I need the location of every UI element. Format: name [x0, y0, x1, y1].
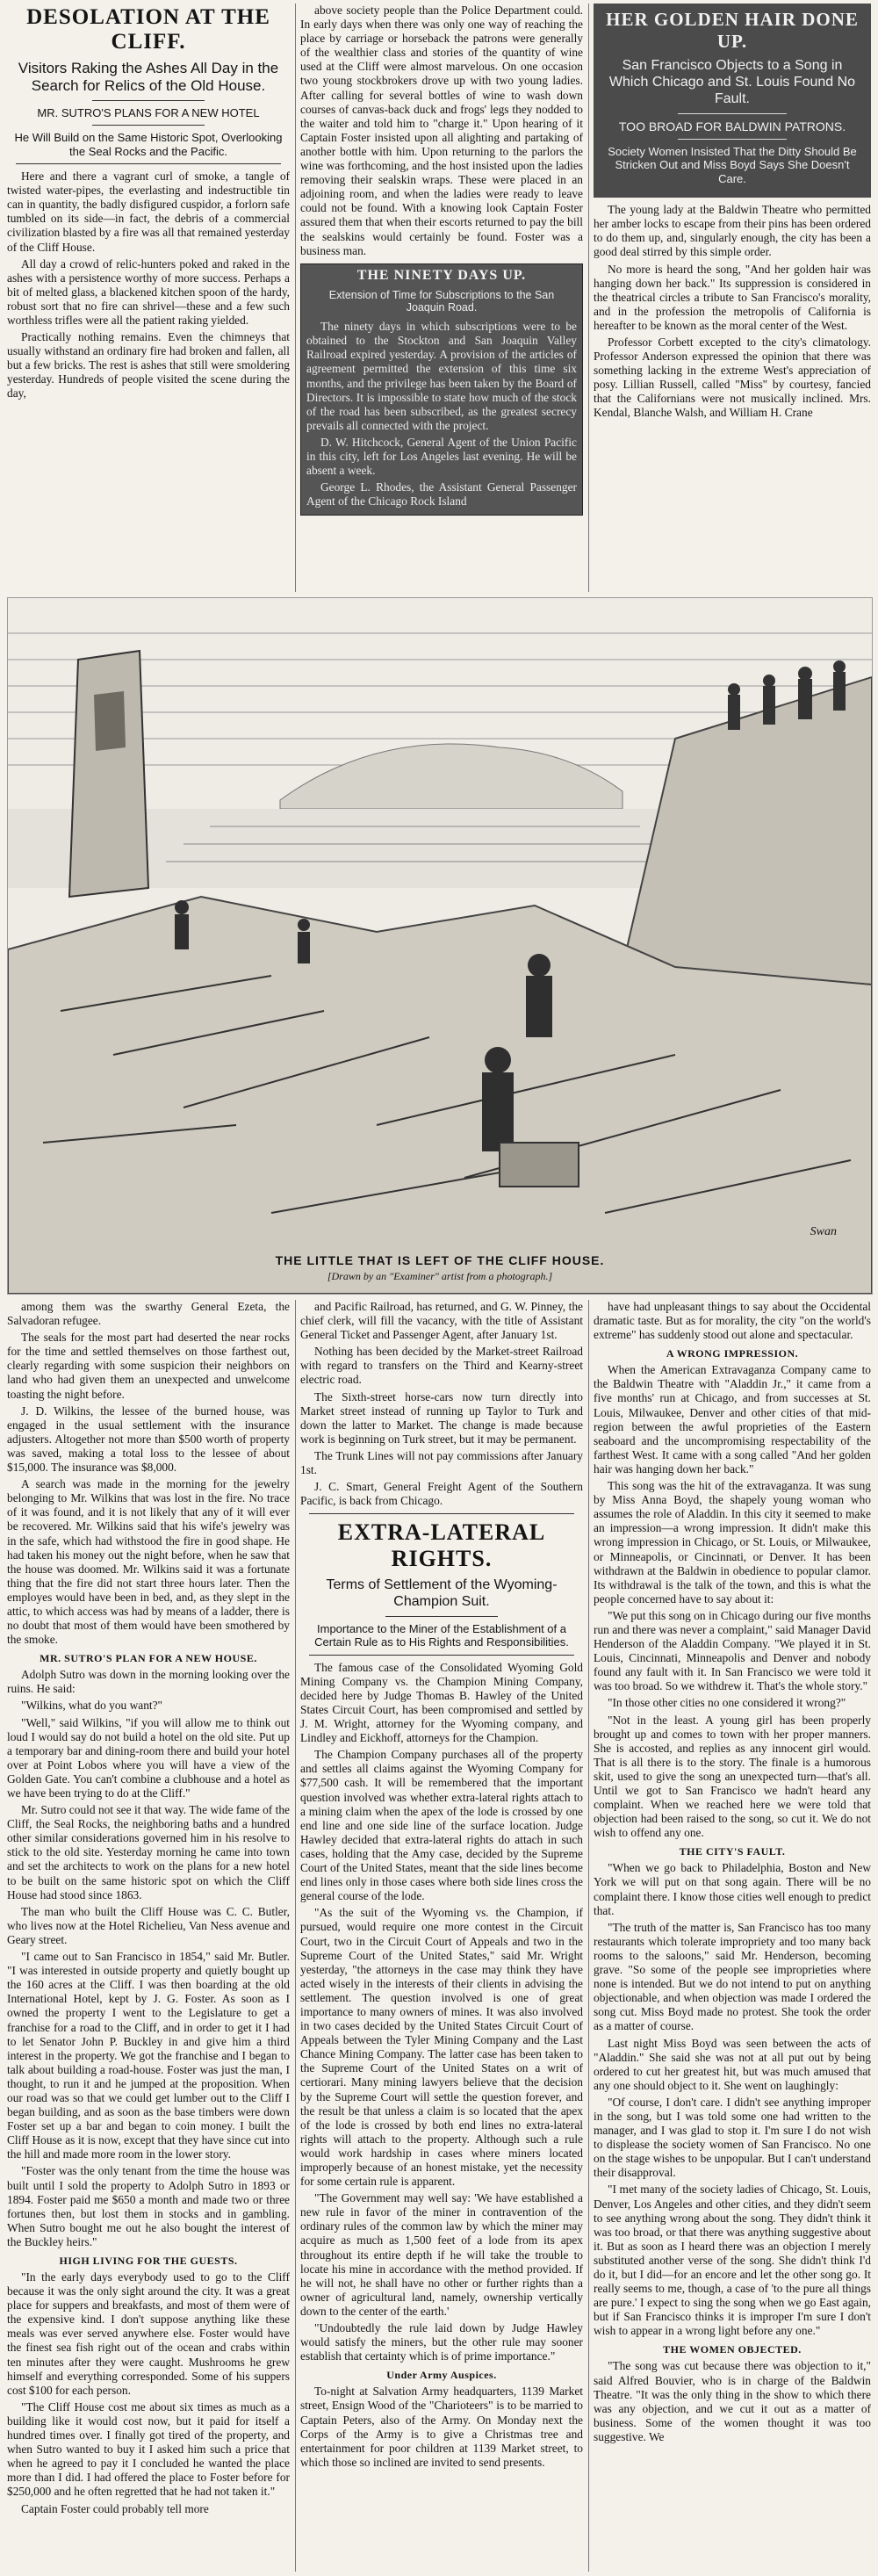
paragraph: "Undoubtedly the rule laid down by Judge Hawley would satisfy the miners, but the other rule may sooner establish that certainty which is of prime importance.": [300, 2321, 583, 2363]
paragraph: Mr. Sutro could not see it that way. The wide fame of the Cliff, the Seal Rocks, the neighboring baths and a hundred other similar considerations governed him in his resolve to stick to the old site. Yesterday morning he came into town and set the architects to work on the plans for a new hotel to be built on the same historic spot on which the Cliff House had stood since 1863.: [7, 1803, 290, 1901]
paragraph: "When we go back to Philadelphia, Boston and New York we will put on that song again. There will be no complaint there. I know those cities well enough to predict that.: [594, 1861, 871, 1917]
column-rule: [295, 4, 296, 592]
paragraph: "Well," said Wilkins, "if you will allow me to think out loud I would say do not build a hotel on the old site. Put up a temporary bar and dining-room there and build your hotel over at Point Lobos where you will have a view of the Golden Gate. You can't combine a clubhouse and a hotel as we have been trying to do at the Cliff.": [7, 1715, 290, 1800]
paragraph: The man who built the Cliff House was C. C. Butler, who lives now at the Hotel Richelieu, Van Ness avenue and Geary street.: [7, 1904, 290, 1946]
paragraph: "I met many of the society ladies of Chicago, St. Louis, Denver, Los Angeles and other cities, and they didn't seem to see anything wrong about the song. They didn't think it was too broad, or that there was anything suggestive about it. But as soon as I heard there was an objection I merely substituted another verse of the song. She didn't think I'd do it, but I did—for an encore and let the other song go. It really seems to me, though, a case of 'to the pure all things are pure.' I expect to sing the song when we go East again, but if San Francisco thinks it is improper I'm sure I don't wish to appear in a wrong light before any one.": [594, 2183, 871, 2338]
paragraph: Here and there a vagrant curl of smoke, a tangle of twisted water-pipes, the everlasting and indestructible tin can in quantity, the badly disfigured cuspidor, a forlorn safe tumbled on its side—in fact, the debris of a commercial civilization blasted by a fire was all that remained yesterday of the Cliff House.: [7, 170, 290, 254]
subhead-army-auspices: Under Army Auspices.: [386, 2369, 497, 2382]
paragraph: "I came out to San Francisco in 1854," said Mr. Butler. "I was interested in outside property and quietly bought up the 160 acres at the Cliff. I was then boarding at the old International Hotel, kept by J. G. Foster. As soon as I owned the property I went to the Legislature to get a franchise for a road to the Cliff, and in order to get it I had to let Senator John P. Buckley in and give him a third interest in the property. We got the franchise and I began to talk about building a road-house. Foster was just the man, I thought, to run it and he jumped at the proposition. When our road was so that we could get lumber out to the Cliff I began building, and as soon as the base timbers were down Foster set up a bar and began to coin money. I built the Cliff House as it is now, except that they have since cut into the hill and made more room in the lower story.: [7, 1950, 290, 2161]
paragraph: The Trunk Lines will not pay commissions after January 1st.: [300, 1448, 583, 1477]
paragraph: "The Cliff House cost me about six times as much as a building like it would cost now, but it paid for itself a hundred times over. I finally got tired of the property, and when Sutro wanted to buy it I asked him such a price that when he agreed to pay it I concluded he wanted the place more than I did. I had offered the place to Foster before for $250,000 and he often regretted that he had not taken it.": [7, 2399, 290, 2499]
divider: [309, 1655, 574, 1656]
illustration-caption: THE LITTLE THAT IS LEFT OF THE CLIFF HOUSE.: [275, 1253, 605, 1267]
paragraph: Nothing has been decided by the Market-street Railroad with regard to transfers on the Third and Kearny-street electric road.: [300, 1345, 583, 1387]
headline-extra-lateral: EXTRA-LATERAL RIGHTS.: [337, 1519, 546, 1572]
column-1-bottom: [7, 1300, 290, 2572]
divider: [678, 113, 786, 114]
paragraph: have had unpleasant things to say about the Occidental dramatic taste. But as for morality, the city "on the world's extreme" has suddenly stood out alone and spectacular.: [594, 1300, 871, 1342]
deck-importance: Importance to the Miner of the Establishment of a Certain Rule as to His Rights and Responsibilities.: [314, 1622, 569, 1649]
paragraph: J. C. Smart, General Freight Agent of the Southern Pacific, is back from Chicago.: [300, 1480, 583, 1508]
deck-san-francisco-objects: San Francisco Objects to a Song in Which Chicago and St. Louis Found No Fault.: [608, 58, 856, 106]
paragraph: among them was the swarthy General Ezeta, the Salvadoran refugee.: [7, 1300, 290, 1328]
deck-new-hotel: He Will Build on the Same Historic Spot, Overlooking the Seal Rocks and the Pacific.: [14, 131, 283, 158]
divider: [92, 125, 205, 126]
paragraph: "The Government may well say: 'We have established a new rule in favor of the miner in contravention of the ordinary rules of the common law by which the miner may acquire as much as 1,500 feet of a lode from its apex throughout its entire depth if he will take the trouble to locate his mine in accordance with the method provided. If he will not, he shall have no other or further rights than a owner of agricultural land, namely, ownership vertically down to the center of the earth.': [300, 2191, 583, 2318]
paragraph: Practically nothing remains. Even the chimneys that usually withstand an ordinary fire had broken and fallen, all but a few bricks. The rest is ashes that still were smoldering yesterday. Hundreds of people visited the scene during the day,: [7, 330, 290, 400]
deck-society-women: Society Women Insisted That the Ditty Should Be Stricken Out and Miss Boyd Says She Doesn't Care.: [608, 145, 857, 185]
column-rule: [588, 1300, 589, 2572]
paragraph: "As the suit of the Wyoming vs. the Champion, if pursued, would require one more contest in the Circuit Court, two in the Circuit Court of Appeals and two in the Supreme Court of the United States," said Mr. Wright yesterday, "the attorneys in the case may think they have acted wisely in the interests of their clients in advising the settlement. The question involved is one of great importance to many owners of mines. It was also involved in two cases decided by the United States Circuit Court of Appeals between the Tyler Mining Company and the Last Chance Mining Company. The latter case has been taken to the Supreme Court of the United States on a writ of certiorari. Many mining lawyers believe that the decision by the Supreme Court will settle the question forever, and the result be that unless a claim is so located that the apex of the lode is crossed by both end lines no extra-lateral rights will attach to the property. Although such a rule would work hardship in cases where miners located improperly because of an honest mistake, yet the necessity for some certain rule is apparent.: [300, 1906, 583, 2189]
paragraph: "We put this song on in Chicago during our five months run and there was never a complaint," said Manager David Henderson of the Aladdin Company. "We played it in St. Louis, Cincinnati, Minneapolis and Denver and nobody found any fault with it. In San Francisco we were told it was too broad. So we withdrew it. That's the whole story.": [594, 1608, 871, 1693]
column-2-bottom: [300, 1300, 583, 2572]
paragraph: "The song was cut because there was objection to it," said Alfred Bouvier, who is in charge of the Baldwin Theatre. "It was the only thing in the show to which there was any objection, and we cut it out as a matter of business. Some of the women thought it was too suggestive. We: [594, 2359, 871, 2443]
paragraph: The ninety days in which subscriptions were to be obtained to the Stockton and San Joaquin Valley Railroad expired yesterday. A provision of the articles of agreement permitted the extension of this time six months, and the privilege has been taken by the Board of Directors. It is impossible to state how much of the stock of the road has been subscribed, as the greatest secrecy prevails all connected with the project.: [306, 320, 577, 432]
paragraph: The Champion Company purchases all of the property and settles all claims against the Wyoming Company for $77,500 cash. It will be remembered that the important question involved was whether extra-lateral rights attach to a mining claim when the apex of the lode is crossed by one end line and one side line of the surface location. Judge Hawley decided that extra-lateral rights do attach in such cases, holding that the Amy case, decided by the Supreme Court of the United States, meant that the side lines become end lines only in those cases where both side lines cross the general course of the lode.: [300, 1748, 583, 1903]
artist-signature: Swan: [810, 1225, 837, 1238]
paragraph: "Not in the least. A young girl has been properly brought up and comes to town with her proper manners. She is accosted, and replies as any innocent girl would. That is all there is to the story. The finale is a humorous skit, used to give the song an unexpected turn—that's all. Until we got to San Francisco we hadn't heard any complaint. When we reached here we were told that objection had been raised to the song, so cut it. We do not wish to offend any one.: [594, 1713, 871, 1840]
divider: [385, 1616, 499, 1617]
deck-too-broad: TOO BROAD FOR BALDWIN PATRONS.: [618, 119, 846, 133]
paragraph: "Foster was the only tenant from the time the house was built until I sold the property to Adolph Sutro in 1893 or 1894. Foster paid me $650 a month and made two or three fortunes then, but lost them in stocks and in gambling. When Sutro bought me out he also bought the interest of the Buckley heirs.": [7, 2164, 290, 2248]
column-3-top: [594, 4, 871, 592]
subhead-citys-fault: THE CITY'S FAULT.: [679, 1845, 786, 1858]
paragraph: When the American Extravaganza Company came to the Baldwin Theatre with "Aladdin Jr.," it came from a five months' run at Chicago, and from successes at St. Louis, Milwaukee, Denver and other cities of that mid-region between the awful proprieties of the Eastern seaboard and the uncompromising respectability of the farthest West. It came with a song called "And her golden hair was hanging down her back.": [594, 1363, 871, 1476]
paragraph: The Sixth-street horse-cars now turn directly into Market street instead of running up Taylor to Turk and down the latter to Market. The change is made because work is beginning on Turk street, but it may be permanent.: [300, 1389, 583, 1446]
divider: [16, 163, 281, 164]
headline-ninety-days: THE NINETY DAYS UP.: [356, 267, 527, 283]
column-3-bottom: [594, 1300, 871, 2572]
deck-visitors: Visitors Raking the Ashes All Day in the Search for Relics of the Old House.: [18, 60, 279, 95]
divider: [678, 139, 786, 140]
ruins-drawing: [8, 598, 872, 1294]
subhead-wrong-impression: A WRONG IMPRESSION.: [666, 1347, 799, 1360]
deck-wyoming-champion: Terms of Settlement of the Wyoming-Champion Suit.: [326, 1577, 558, 1610]
box-ninety-days: [300, 263, 583, 516]
paragraph: "The truth of the matter is, San Francisco has too many restaurants which tolerate impropriety and too many back rooms to the saloons," said Mr. Henderson, becoming grave. "So some of the people see improprieties where none is intended. But we do not intend to put on anything objectionable, and when objection was made I ordered the song cut. Miss Boyd made no protest. She took the order as a matter of course.: [594, 1920, 871, 2033]
headline-desolation: DESOLATION AT THE CLIFF.: [26, 5, 270, 54]
deck-san-joaquin: Extension of Time for Subscriptions to the San Joaquin Road.: [328, 288, 555, 314]
paragraph: The young lady at the Baldwin Theatre who permitted her amber locks to escape from their pins has been ordered to do them up, and, singularly enough, the city has been a good deal stirred by this simple order.: [594, 203, 871, 259]
paragraph: "Of course, I don't care. I didn't see anything improper in the song, but I was told some one had written to the manager, and I was glad to stop it. I'm sure I do not wish to displease the society women of San Francisco. No one on the stage wishes to be unpopular. But I can't understand their disapproval.: [594, 2095, 871, 2180]
headline-box-golden-hair: [594, 4, 871, 198]
paragraph: "Wilkins, what do you want?": [21, 1699, 163, 1713]
paragraph: A search was made in the morning for the jewelry belonging to Mr. Wilkins that was lost in the fire. No trace of it was found, and it is not likely that any of it will ever be recovered. Mr. Wilkins said that his wife's jewelry was in the safe, which had withstood the fire in good shape. He had taken his money out the night before, when he saw that the house was doomed. Mr. Wilkins said it was a fortunate thing that the fire did not start three hours later. Then the employes would have been in bed, and, as they slept in the attic, to which access was had by means of a ladder, there is no doubt that most of them would have been smothered by the smoke.: [7, 1477, 290, 1647]
paragraph: Last night Miss Boyd was seen between the acts of "Aladdin." She said she was not at all put out by being ordered to cut her greatest hit, but was much amused that any one should object to it. She went on laughingly:: [594, 2036, 871, 2092]
paragraph: J. D. Wilkins, the lessee of the burned house, was engaged in the usual settlement with the insurance adjusters. Altogether not more than $500 worth of property was saved, making a total loss to the lessee of about $15,000. The insurance was $8,000.: [7, 1403, 290, 1475]
paragraph: The famous case of the Consolidated Wyoming Gold Mining Company vs. the Champion Mining Company, decided here by Judge Thomas B. Hawley of the United States Circuit Court, has been compromised and settled by J. M. Wright, attorney for the Wyoming company, and Lindley and Eickhoff, attorneys for the Champion.: [300, 1660, 583, 1745]
subhead-women-objected: THE WOMEN OBJECTED.: [663, 2343, 802, 2356]
paragraph: and Pacific Railroad, has returned, and G. W. Pinney, the chief clerk, will fill the vacancy, with the title of Assistant General Ticket and Passenger Agent, after January 1st.: [300, 1300, 583, 1342]
paragraph: To-night at Salvation Army headquarters, 1139 Market street, Ensign Wood of the "Charioteers" is to be married to Captain Peters, also of the Army. On Monday next the Corps of the Army is to give a Christmas tree and entertainment for poor children at 1139 Market street, to which those so inclined are invited to send presents.: [300, 2385, 583, 2469]
paragraph: No more is heard the song, "And her golden hair was hanging down her back." Its suppression is considered in the theatrical circles a tribute to San Francisco's morality, and in the profession the metropolis of California is hereafter to be known as the moral center of the West.: [594, 262, 871, 332]
column-1-top: [7, 4, 290, 592]
subhead-sutro-plan: MR. SUTRO'S PLAN FOR A NEW HOUSE.: [40, 1652, 257, 1665]
column-2-top: [300, 4, 583, 592]
paragraph: "In the early days everybody used to go to the Cliff because it was the only sight around the city. It was a great place for suppers and breakfasts, and most of them were of the expensive kind. I don't suppose anything like these meals was ever served anywhere else. Foster would have the finest sea fish right out of the ocean and crabs within ten minutes after they were caught. Mushrooms he grew himself and everything corresponded. Some of his suppers cost $100 for each person.: [7, 2270, 290, 2397]
paragraph: All day a crowd of relic-hunters poked and raked in the ashes with a persistence worthy of more success. Perhaps a bit of melted glass, a blackened kitchen spoon of the hardy, robust sort that no fire can shrivel—these and a few such worthless trifles were all the patient raking yielded.: [7, 256, 290, 328]
divider: [309, 1513, 574, 1514]
subhead-high-living: HIGH LIVING FOR THE GUESTS.: [59, 2255, 238, 2267]
paragraph: Adolph Sutro was down in the morning looking over the ruins. He said:: [7, 1668, 290, 1696]
column-rule: [295, 1300, 296, 2572]
paragraph: The seals for the most part had deserted the near rocks for the time and settled themselves on those farthest out, clearly regarding with some suspicion their neighbors on land who had given them an unexpected and unwelcome toasting the night before.: [7, 1331, 290, 1401]
divider: [92, 100, 205, 101]
paragraph: This song was the hit of the extravaganza. It was sung by Miss Anna Boyd, the shapely young woman who assumes the role of Aladdin. In this city it seemed to make an impression—a wrong impression. It didn't make this wrong impression in Chicago, or St. Louis, or Milwaukee, or Minneapolis, or Cincinnati, or Denver. It has been withdrawn at the Baldwin in obedience to popular clamor. Its withdrawal is the talk of the town, and this is what the people concerned have to say about it:: [594, 1479, 871, 1605]
illustration-credit: [Drawn by an "Examiner" artist from a photograph.]: [327, 1270, 553, 1282]
paragraph: Captain Foster could probably tell more: [21, 2501, 209, 2515]
paragraph: George L. Rhodes, the Assistant General Passenger Agent of the Chicago Rock Island: [306, 480, 577, 509]
paragraph: Professor Corbett excepted to the city's climatology. Professor Anderson expressed the opinion that there was something lacking in the extreme West's appreciation of posy. Lillian Russell, called "Miss" by courtesy, fancied that the Californians were not musically inclined. Mrs. Kendal, Blanche Walsh, and William H. Crane: [594, 335, 871, 420]
headline-golden-hair: HER GOLDEN HAIR DONE UP.: [606, 9, 859, 52]
column-rule: [588, 4, 589, 592]
cliff-house-ruins-illustration: [7, 597, 873, 1295]
paragraph: "In those other cities no one considered it wrong?": [608, 1696, 846, 1710]
paragraph: D. W. Hitchcock, General Agent of the Union Pacific in this city, left for Los Angeles last evening. He will be absent a week.: [306, 435, 577, 478]
deck-sutro-plans: MR. SUTRO'S PLANS FOR A NEW HOTEL: [37, 106, 260, 120]
paragraph: above society people than the Police Department could. In early days when there was only one way of reaching the place by carriage or horseback the patrons were generally of the wealthier class and stories of the quantity of wine used at the Cliff were almost marvelous. On one occasion two young stockbrokers drove up with two young ladies. After calling for several bottles of wine to wash down courses of canvas-back duck and frogs' legs they nodded to the waiter and told him to "charge it." Upon hearing of it Captain Foster insisted upon all alighting and partaking of another bottle with him. Upon returning to the parlors the wine was forthcoming, and the host insisted upon the ladies removing their sealskin wraps. These were placed in an adjoining room, and when the ladies were ready to leave could not be found. With a knowing look Captain Foster assured them that when their escorts returned to pay the bill the sealskins would certainly be found. Foster was a business man.: [300, 4, 583, 257]
